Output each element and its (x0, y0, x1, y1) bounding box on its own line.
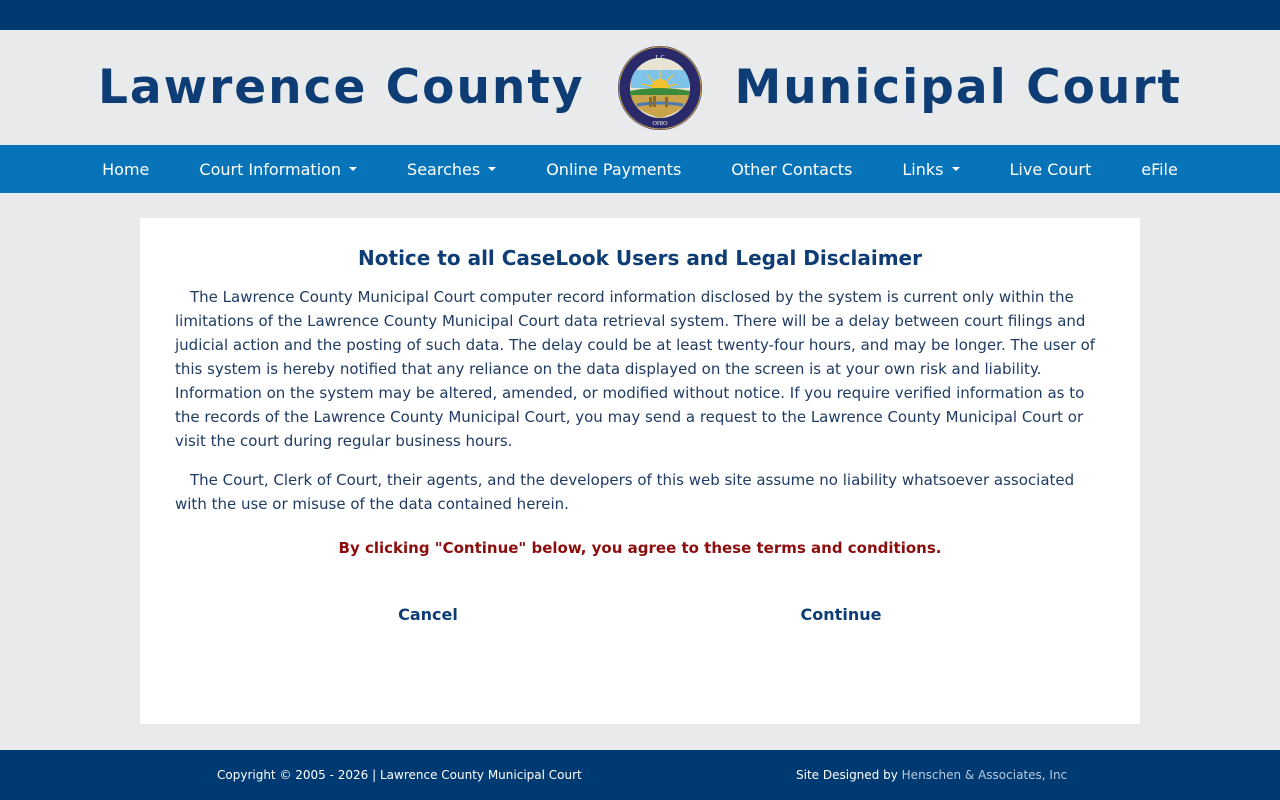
chevron-down-icon (349, 167, 357, 171)
top-bar (0, 0, 1280, 30)
chevron-down-icon (952, 167, 960, 171)
svg-text:L C: L C (655, 54, 664, 61)
site-footer (0, 750, 1280, 800)
terms-warning: By clicking "Continue" below, you agree to these terms and conditions. (338, 539, 942, 557)
nav-court-information-label: Court Information (199, 159, 342, 179)
nav-searches[interactable] (382, 160, 521, 179)
disclaimer-title: Notice to all CaseLook Users and Legal Disclaimer (358, 246, 922, 270)
nav-other-contacts-label: Other Contacts (731, 159, 853, 179)
disclaimer-paragraph-2: The Court, Clerk of Court, their agents, and the developers of this web site assume no liability whatsoever associated with the use or misuse of the data contained herein. (175, 471, 1075, 513)
nav-court-information[interactable] (174, 160, 382, 179)
nav-links-label: Links (902, 159, 944, 179)
nav-home-label: Home (102, 159, 150, 179)
nav-live-court-label: Live Court (1009, 159, 1092, 179)
nav-online-payments[interactable] (521, 160, 706, 179)
designer-prefix: Site Designed by (796, 768, 898, 782)
nav-efile-label: eFile (1141, 159, 1178, 179)
main-nav (0, 145, 1280, 193)
chevron-down-icon (488, 167, 496, 171)
nav-searches-label: Searches (407, 159, 481, 179)
disclaimer-actions (175, 605, 1105, 665)
continue-button[interactable]: Continue (800, 605, 882, 624)
ohio-seal-logo (617, 45, 703, 131)
nav-home[interactable] (77, 160, 174, 179)
nav-links[interactable] (877, 160, 984, 179)
svg-text:OHIO: OHIO (652, 120, 667, 127)
cancel-button[interactable]: Cancel (398, 605, 458, 624)
copyright-text: Copyright © 2005 - 2026 | Lawrence County Municipal Court (217, 768, 582, 782)
disclaimer-card (140, 218, 1140, 724)
site-title-right: Municipal Court (734, 60, 1182, 115)
nav-other-contacts[interactable] (706, 160, 877, 179)
designer-link[interactable]: Henschen & Associates, Inc (901, 768, 1068, 782)
site-header (0, 30, 1280, 145)
nav-online-payments-label: Online Payments (546, 159, 682, 179)
site-title-left: Lawrence County (97, 60, 585, 115)
nav-live-court[interactable] (985, 160, 1117, 179)
disclaimer-paragraph-1: The Lawrence County Municipal Court computer record information disclosed by the system is current only within the limitations of the Lawrence County Municipal Court data retrieval system. There will be a delay between court filings and judicial action and the posting of such data. The delay could be at least twenty-four hours, and may be longer. The user of this system is hereby notified that any reliance on the data displayed on the screen is at your own risk and liability. Information on the system may be altered, amended, or modified without notice. If you require verified information as to the records of the Lawrence County Municipal Court, you may send a request to the Lawrence County Municipal Court or visit the court during regular business hours. (175, 288, 1096, 450)
designer-credit (796, 768, 1067, 782)
nav-efile[interactable] (1116, 160, 1203, 179)
